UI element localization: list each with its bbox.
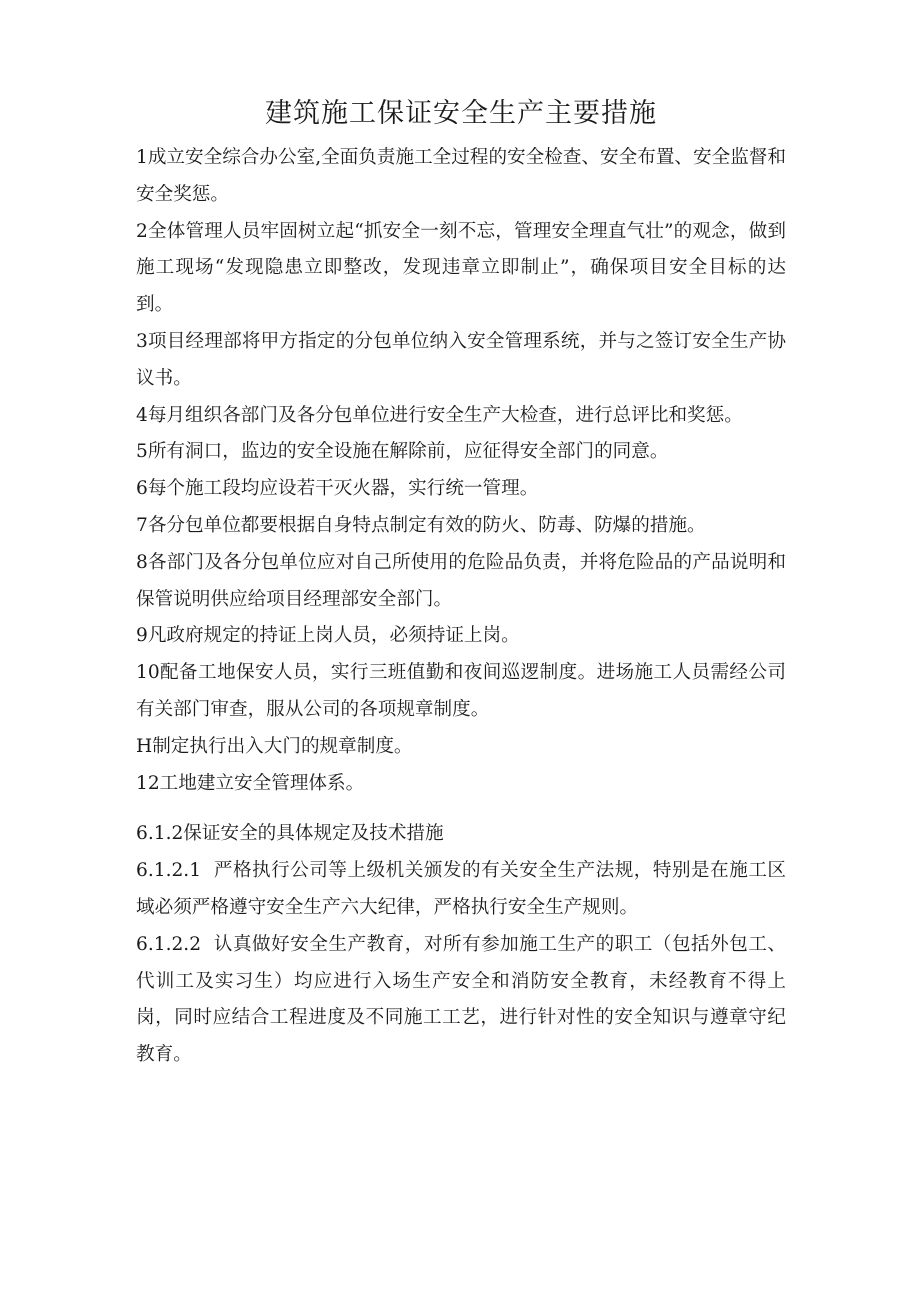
list-item: 7各分包单位都要根据自身特点制定有效的防火、防毒、防爆的措施。	[136, 514, 706, 536]
section-heading: 6.1.2保证安全的具体规定及技术措施	[136, 823, 444, 845]
list-item: H制定执行出入大门的规章制度。	[136, 735, 413, 757]
list-item: 6每个施工段均应设若干灭火器，实行统一管理。	[136, 478, 539, 500]
list-item: 8各部门及各分包单位应对自己所使用的危险品负责，并将危险品的产品说明和保管说明供应给项目经理部安全部门。	[136, 551, 786, 610]
list-item: 1成立安全综合办公室,全面负责施工全过程的安全检查、安全布置、安全监督和安全奖惩。	[136, 147, 786, 205]
section-spacer	[136, 802, 786, 816]
list-item: 10配备工地保安人员，实行三班值勤和夜间巡逻制度。进场施工人员需经公司有关部门审查，服从公司的各项规章制度。	[136, 662, 786, 720]
document-page	[136, 94, 786, 1074]
section-item: 6.1.2.2 认真做好安全生产教育，对所有参加施工生产的职工（包括外包工、代训工及实习生）均应进行入场生产安全和消防安全教育，未经教育不得上岗，同时应结合工程进度及不同施工工艺，进行针对性的安全知识与遵章守纪教育。	[136, 933, 786, 1066]
section-item: 6.1.2.1 严格执行公司等上级机关颁发的有关安全生产法规，特别是在施工区域必须严格遵守安全生产六大纪律，严格执行安全生产规则。	[136, 860, 786, 918]
document-title: 建筑施工保证安全生产主要措施	[265, 98, 657, 129]
list-item: 9凡政府规定的持证上岗人员，必须持证上岗。	[136, 625, 520, 647]
list-item: 12工地建立安全管理体系。	[136, 772, 365, 794]
list-item: 5所有洞口，监边的安全设施在解除前，应征得安全部门的同意。	[136, 441, 669, 463]
list-item: 3项目经理部将甲方指定的分包单位纳入安全管理系统，并与之签订安全生产协议书。	[136, 330, 786, 389]
list-item: 4每月组织各部门及各分包单位进行安全生产大检查，进行总评比和奖惩。	[136, 404, 743, 426]
list-item: 2全体管理人员牢固树立起“抓安全一刻不忘，管理安全理直气壮”的观念，做到施工现场“发现隐患立即整改，发现违章立即制止”，确保项目安全目标的达到。	[136, 220, 786, 316]
